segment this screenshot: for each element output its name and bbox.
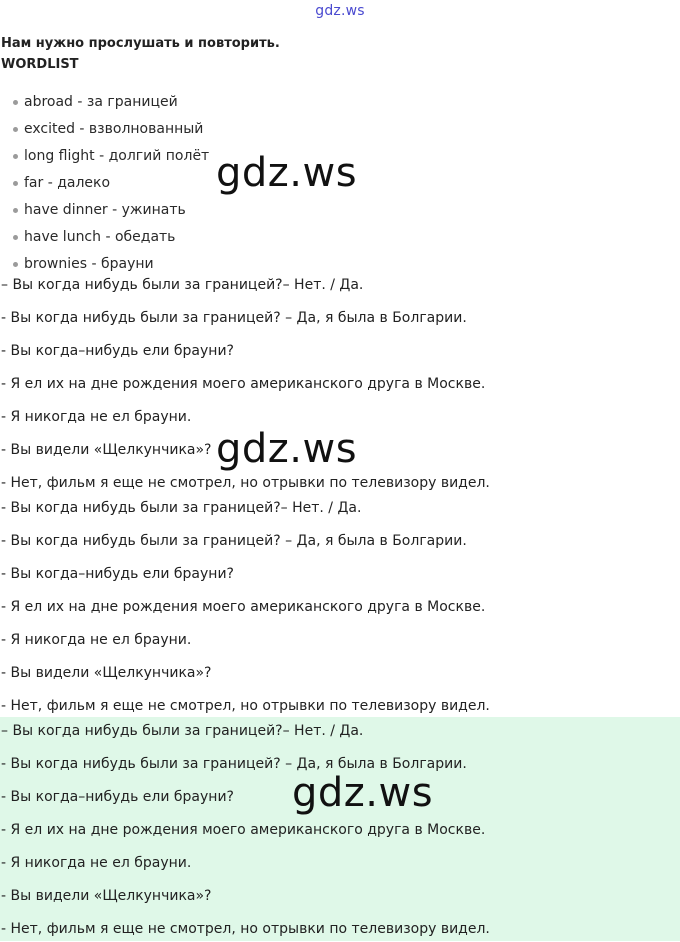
wordlist-item	[0, 171, 209, 198]
dialog-line: - Вы когда–нибудь ели брауни?	[1, 566, 234, 582]
bullet-icon	[13, 127, 18, 132]
wordlist-item-text: excited - взволнованный	[24, 121, 204, 137]
wordlist-item	[0, 252, 209, 279]
dialog-line: - Вы видели «Щелкунчика»?	[1, 442, 212, 458]
dialog-line: – Вы когда нибудь были за границей?– Нет. / Да.	[1, 723, 364, 739]
dialog-block-highlighted	[0, 717, 680, 941]
wordlist-item-text: brownies - брауни	[24, 256, 154, 272]
wordlist-item	[0, 90, 209, 117]
wordlist-item-text: have dinner - ужинать	[24, 202, 186, 218]
dialog-line: – Вы когда нибудь были за границей?– Нет. / Да.	[1, 277, 364, 293]
dialog-line: - Вы когда нибудь были за границей? – Да, я была в Болгарии.	[1, 310, 467, 326]
wordlist-title: WORDLIST	[1, 57, 79, 72]
bullet-icon	[13, 100, 18, 105]
dialog-line: - Нет, фильм я еще не смотрел, но отрывки по телевизору видел.	[1, 475, 490, 491]
dialog-line: - Я ел их на дне рождения моего американского друга в Москве.	[1, 822, 486, 838]
dialog-line: - Нет, фильм я еще не смотрел, но отрывки по телевизору видел.	[1, 698, 490, 714]
site-watermark-link[interactable]: gdz.ws	[315, 3, 365, 19]
dialog-line: - Я никогда не ел брауни.	[1, 409, 192, 425]
wordlist-item-text: far - далеко	[24, 175, 111, 191]
bullet-icon	[13, 181, 18, 186]
dialog-block	[0, 499, 680, 719]
bullet-icon	[13, 208, 18, 213]
dialog-line: - Вы когда нибудь были за границей? – Да, я была в Болгарии.	[1, 756, 467, 772]
wordlist-item	[0, 117, 209, 144]
dialog-line: - Я никогда не ел брауни.	[1, 855, 192, 871]
dialog-line: - Я ел их на дне рождения моего американского друга в Москве.	[1, 599, 486, 615]
dialog-line: - Вы когда нибудь были за границей? – Да, я была в Болгарии.	[1, 533, 467, 549]
wordlist-item	[0, 198, 209, 225]
dialog-line: - Вы видели «Щелкунчика»?	[1, 665, 212, 681]
wordlist-item	[0, 225, 209, 252]
dialog-line: - Я ел их на дне рождения моего американского друга в Москве.	[1, 376, 486, 392]
dialog-line: - Нет, фильм я еще не смотрел, но отрывки по телевизору видел.	[1, 921, 490, 937]
dialog-line: - Вы когда–нибудь ели брауни?	[1, 343, 234, 359]
dialog-line: - Я никогда не ел брауни.	[1, 632, 192, 648]
wordlist-item-text: long flight - долгий полёт	[24, 148, 210, 164]
wordlist	[0, 90, 209, 279]
watermark-logo: gdz.ws	[292, 770, 434, 816]
dialog-line: - Вы когда нибудь были за границей?– Нет. / Да.	[1, 500, 362, 516]
intro-text: Нам нужно прослушать и повторить.	[1, 36, 280, 51]
bullet-icon	[13, 235, 18, 240]
wordlist-item-text: have lunch - обедать	[24, 229, 176, 245]
dialog-line: - Вы когда–нибудь ели брауни?	[1, 789, 234, 805]
bullet-icon	[13, 262, 18, 267]
watermark-logo: gdz.ws	[216, 150, 358, 196]
bullet-icon	[13, 154, 18, 159]
dialog-line: - Вы видели «Щелкунчика»?	[1, 888, 212, 904]
wordlist-item	[0, 144, 209, 171]
watermark-logo: gdz.ws	[216, 426, 358, 472]
wordlist-item-text: abroad - за границей	[24, 94, 178, 110]
